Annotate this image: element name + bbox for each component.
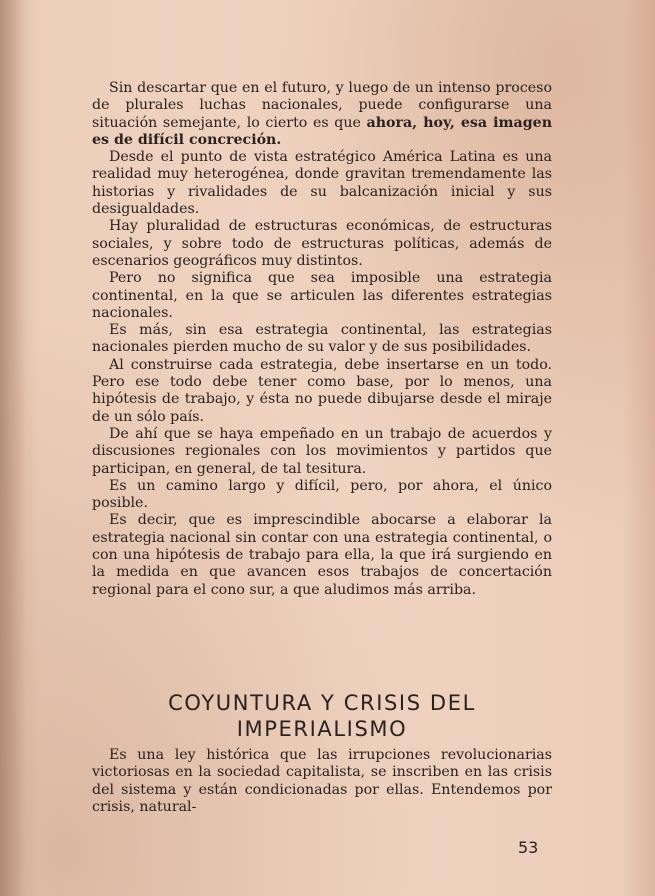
paragraph-8: Es un camino largo y difícil, pero, por ahora, el único posible. bbox=[92, 477, 552, 512]
paragraph-1-text: Sin descartar que en el futuro, y luego de un intenso proceso de plurales luchas nacionales, puede configurarse una situación semejante, lo cierto es que bbox=[92, 80, 552, 131]
section-heading-line-1: COYUNTURA Y CRISIS DEL bbox=[168, 691, 476, 715]
paragraph-3: Hay pluralidad de estructuras económicas, de estructuras sociales, y sobre todo de estructuras políticas, además de escenarios geográficos muy distintos. bbox=[92, 218, 552, 269]
page-number: 53 bbox=[518, 838, 539, 857]
section-heading-line-2: IMPERIALISMO bbox=[236, 717, 408, 741]
paragraph-4: Pero no significa que sea imposible una estrategia continental, en la que se articulen las diferentes estrategias nacionales. bbox=[92, 270, 552, 321]
section-body-text bbox=[92, 747, 552, 816]
paragraph-5: Es más, sin esa estrategia continental, las estrategias nacionales pierden mucho de su valor y de sus posibilidades. bbox=[92, 322, 552, 356]
paragraph-2: Desde el punto de vista estratégico América Latina es una realidad muy heterogénea, donde gravitan tremendamente las historias y rivalidades de su balcanización inicial y sus desigualdades. bbox=[92, 149, 552, 218]
paragraph-6: Al construirse cada estrategia, debe insertarse en un todo. Pero ese todo debe tener como base, por lo menos, una hipótesis de trabajo, y ésta no puede dibujarse desde el miraje de un sólo país. bbox=[92, 356, 552, 425]
paragraph-7: De ahí que se haya empeñado en un trabajo de acuerdos y discusiones regionales con los movimientos y partidos que participan, en general, de tal tesitura. bbox=[92, 425, 552, 477]
section-heading bbox=[92, 690, 552, 742]
paragraph-9: Es decir, que es imprescindible abocarse a elaborar la estrategia nacional sin contar con una estrategia continental, o con una hipótesis de trabajo para ella, la que irá surgiendo en la medida en que avancen esos trabajos de concertación regional para el cono sur, a que aludimos más arriba. bbox=[92, 512, 552, 598]
body-text bbox=[92, 80, 552, 599]
page-gutter-shadow bbox=[0, 0, 26, 896]
paragraph-1-emphasis: ahora, hoy, esa imagen es de difícil concreción. bbox=[92, 114, 553, 148]
paragraph-1 bbox=[92, 80, 552, 149]
section-paragraph-1: Es una ley histórica que las irrupciones revolucionarias victoriosas en la sociedad capitalista, se inscriben en las crisis del sistema y están condicionadas por ellas. Entendemos por crisis, natural- bbox=[92, 747, 552, 815]
